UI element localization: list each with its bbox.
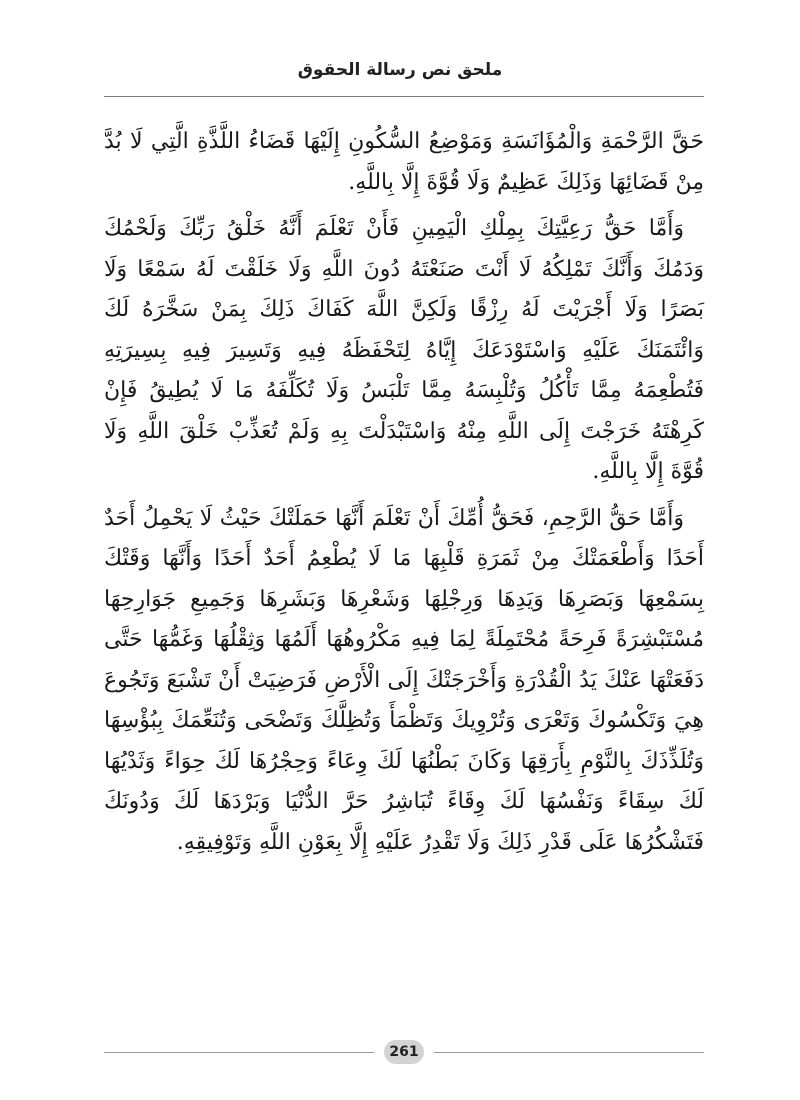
footer-divider-right <box>434 1052 704 1053</box>
body-text <box>104 122 704 869</box>
running-header: ملحق نص رسالة الحقوق <box>297 60 503 80</box>
page-footer <box>104 1040 704 1064</box>
header-divider <box>104 96 704 97</box>
paragraph-3: وَأَمَّا حَقُّ الرَّحِمِ، فَحَقُّ أُمِّكَ أَنْ تَعْلَمَ أَنَّهَا حَمَلَتْكَ حَيْثُ لَا يَحْمِلُ أَحَدٌ أَحَدًا وَأَطْعَمَتْكَ مِنْ ثَمَرَةِ قَلْبِهَا مَا لَا يُطْعِمُ أَحَدٌ أَحَدًا وَأَنَّهَا وَقَتْكَ بِسَمْعِهَا وَبَصَرِهَا وَيَدِهَا وَرِجْلِهَا وَشَعْرِهَا وَبَشَرِهَا وَجَمِيعِ جَوَارِحِهَا مُسْتَبْشِرَةً فَرِحَةً مُحْتَمِلَةً لِمَا فِيهِ مَكْرُوهُهَا أَلَمُهَا وَثِقْلُهَا وَغَمُّهَا حَتَّى دَفَعَتْهَا عَنْكَ يَدُ الْقُدْرَةِ وَأَخْرَجَتْكَ إِلَى الْأَرْضِ فَرَضِيَتْ أَنْ تَشْبَعَ وَتَجُوعَ هِيَ وَتَكْسُوكَ وَتَعْرَى وَتُرْوِيكَ وَتَظْمَأَ وَتُظِلَّكَ وَتَضْحَى وَتُنَعِّمَكَ بِبُؤْسِهَا وَتُلَذِّذَكَ بِالنَّوْمِ بِأَرَقِهَا وَكَانَ بَطْنُهَا لَكَ وِعَاءً وَحِجْرُهَا لَكَ حِوَاءً وَثَدْيُهَا لَكَ سِقَاءً وَنَفْسُهَا لَكَ وِقَاءً تُبَاشِرُ حَرَّ الدُّنْيَا وَبَرْدَهَا لَكَ وَدُونَكَ فَتَشْكُرُهَا عَلَى قَدْرِ ذَلِكَ وَلَا تَقْدِرُ عَلَيْهِ إِلَّا بِعَوْنِ اللَّهِ وَتَوْفِيقِهِ. <box>104 505 704 855</box>
page-number: 261 <box>384 1040 424 1064</box>
footer-divider-left <box>104 1052 374 1053</box>
paragraph-1: حَقَّ الرَّحْمَةِ وَالْمُؤَانَسَةِ وَمَوْضِعُ السُّكُونِ إِلَيْهَا قَضَاءُ اللَّذَّةِ الَّتِي لَا بُدَّ مِنْ قَضَائِهَا وَذَلِكَ عَظِيمٌ وَلَا قُوَّةَ إِلَّا بِاللَّهِ. <box>104 129 704 195</box>
paragraph-2: وَأَمَّا حَقُّ رَعِيَّتِكَ بِمِلْكِ الْيَمِينِ فَأَنْ تَعْلَمَ أَنَّهُ خَلْقُ رَبِّكَ وَلَحْمُكَ وَدَمُكَ وَأَنَّكَ تَمْلِكُهُ لَا أَنْتَ صَنَعْتَهُ دُونَ اللَّهِ وَلَا خَلَقْتَ لَهُ سَمْعًا وَلَا بَصَرًا وَلَا أَجْرَيْتَ لَهُ رِزْقًا وَلَكِنَّ اللَّهَ كَفَاكَ ذَلِكَ بِمَنْ سَخَّرَهُ لَكَ وَائْتَمَنَكَ عَلَيْهِ وَاسْتَوْدَعَكَ إِيَّاهُ لِتَحْفَظَهُ فِيهِ وَتَسِيرَ فِيهِ بِسِيرَتِهِ فَتُطْعِمَهُ مِمَّا تَأْكُلُ وَتُلْبِسَهُ مِمَّا تَلْبَسُ وَلَا تُكَلِّفَهُ مَا لَا يُطِيقُ فَإِنْ كَرِهْتَهُ خَرَجْتَ إِلَى اللَّهِ مِنْهُ وَاسْتَبْدَلْتَ بِهِ وَلَمْ تُعَذِّبْ خَلْقَ اللَّهِ وَلَا قُوَّةَ إِلَّا بِاللَّهِ. <box>104 216 704 484</box>
